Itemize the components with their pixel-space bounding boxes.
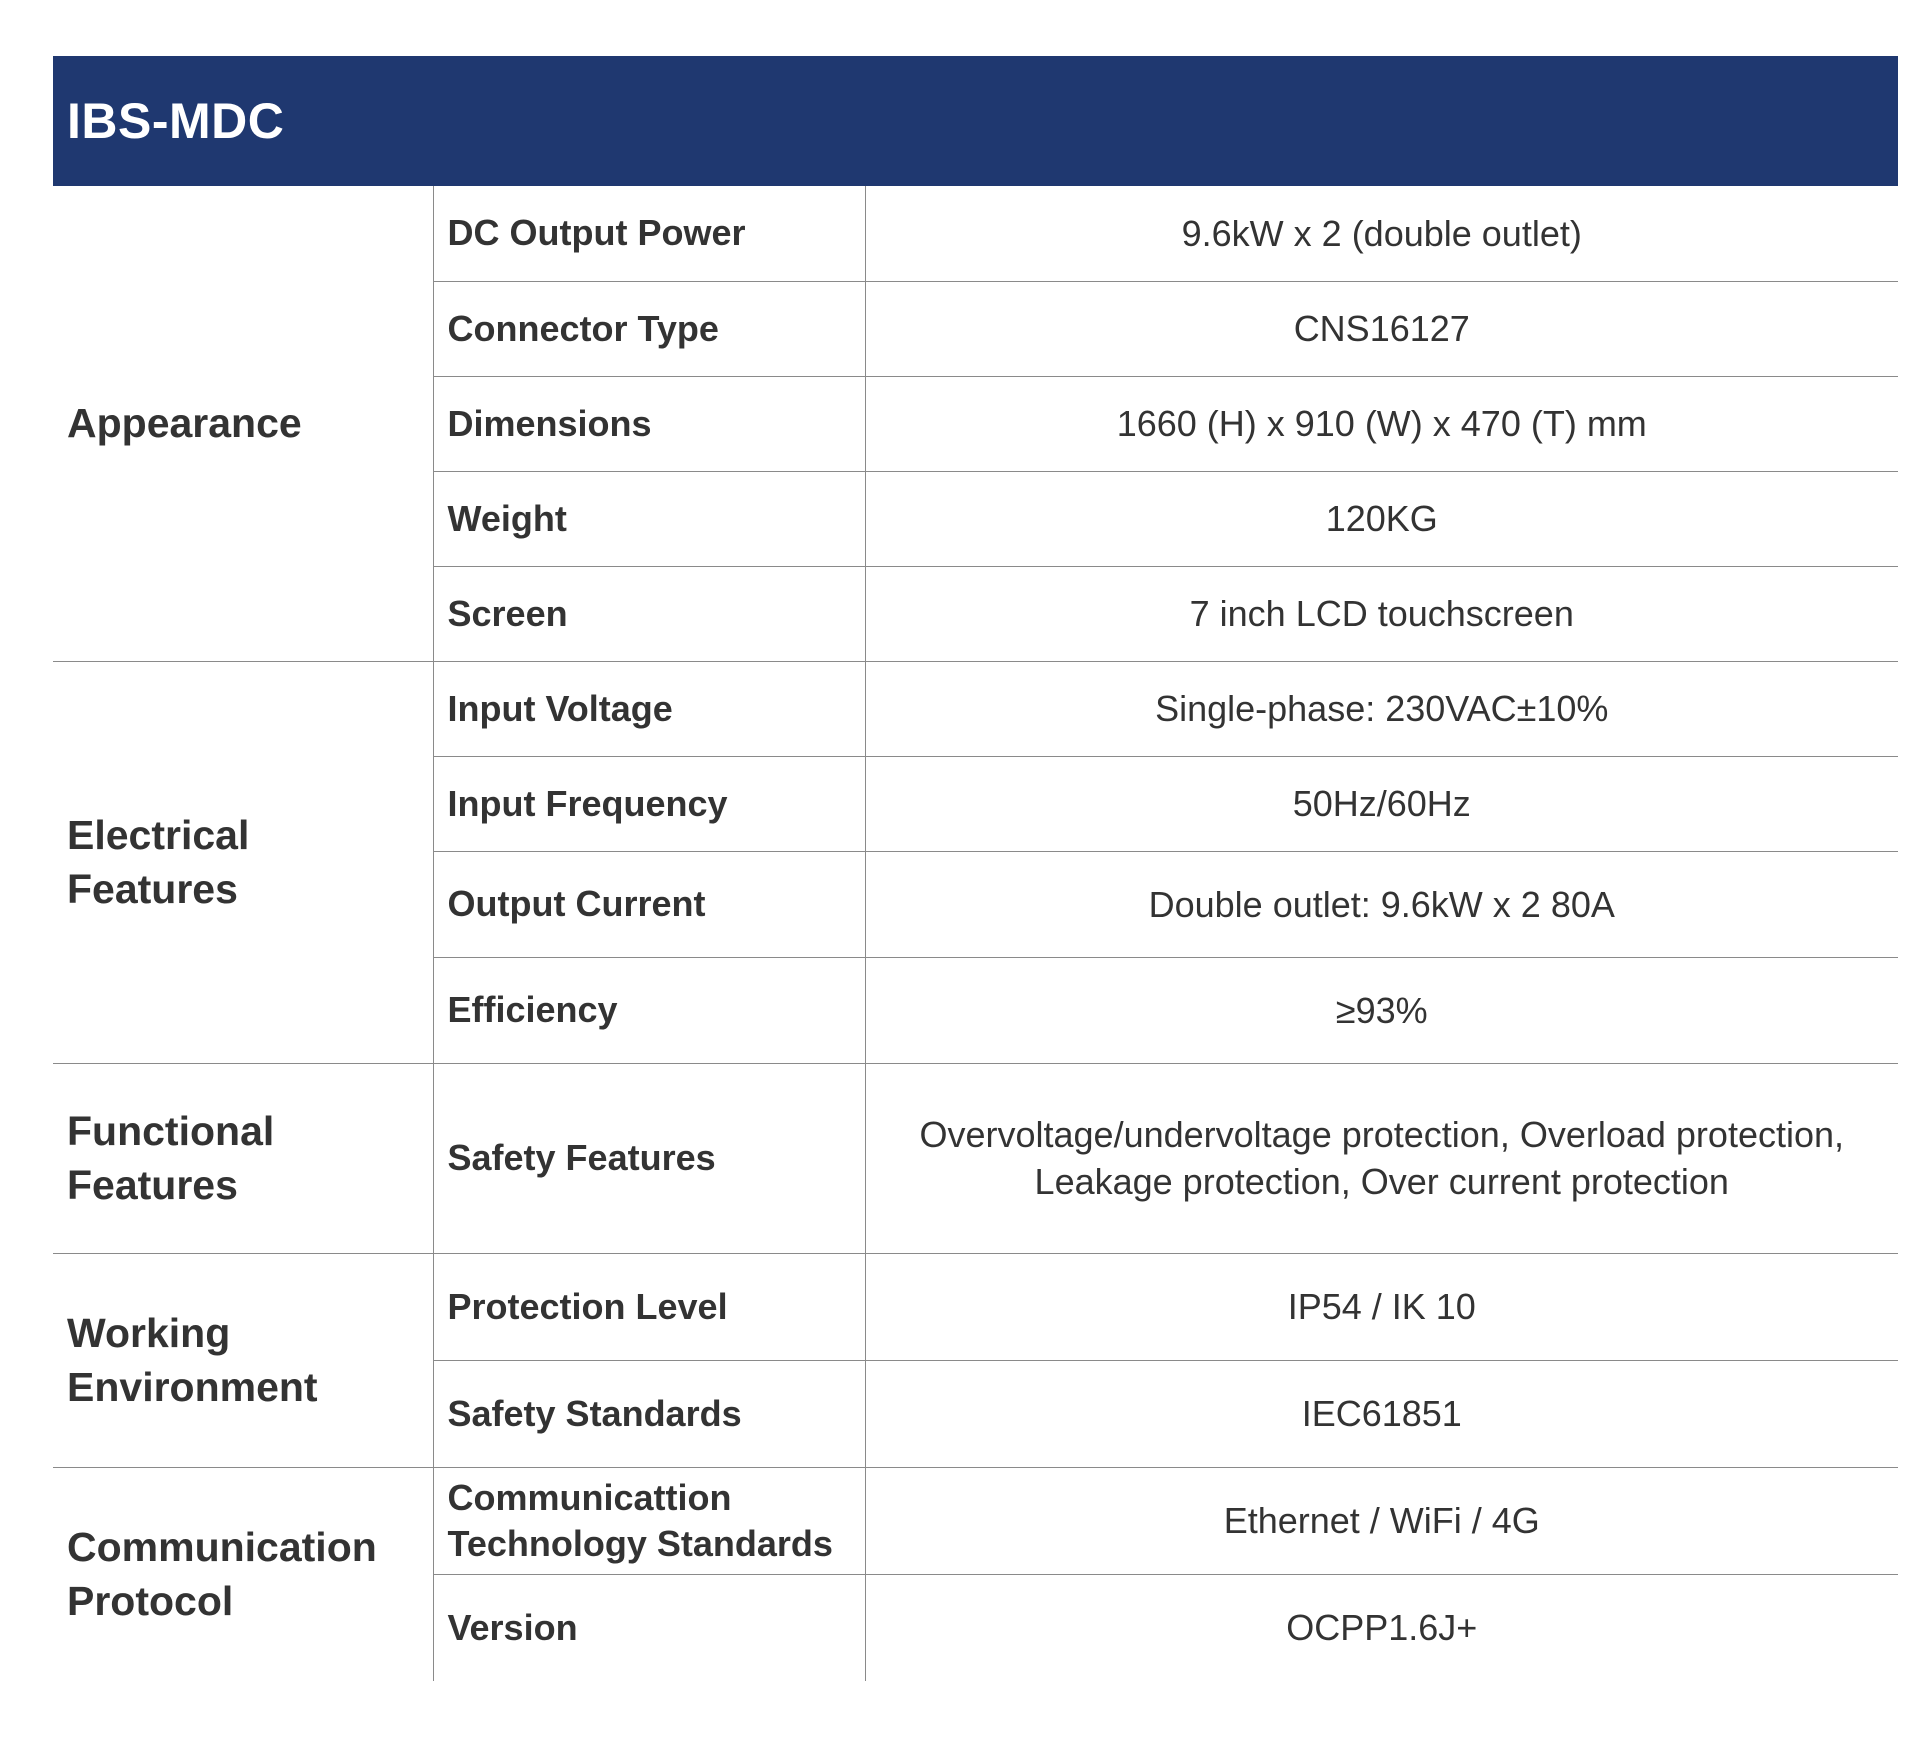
param-value: Single-phase: 230VAC±10% [865,661,1898,756]
param-label: Screen [433,566,865,661]
param-label-line: Communicattion [447,1476,732,1518]
category-label: Appearance [67,400,302,447]
table-row [53,1063,1898,1253]
category-label-line: Features [67,866,238,912]
table-row [53,1253,1898,1360]
param-value: IEC61851 [865,1360,1898,1467]
param-value-line: Overvoltage/undervoltage protection, Overload protection, [919,1114,1845,1155]
category-working-environment [53,1253,433,1467]
param-label: DC Output Power [433,186,865,281]
param-label: Version [433,1574,865,1681]
param-value: 50Hz/60Hz [865,756,1898,851]
param-value: 9.6kW x 2 (double outlet) [865,186,1898,281]
param-label: Efficiency [433,957,865,1063]
param-value: 1660 (H) x 910 (W) x 470 (T) mm [865,376,1898,471]
category-appearance [53,186,433,661]
category-label-line: Electrical [67,812,250,858]
spec-table [53,186,1898,1681]
param-value: 7 inch LCD touchscreen [865,566,1898,661]
param-label: Input Voltage [433,661,865,756]
category-label-line: Working [67,1310,231,1356]
category-label-line: Functional [67,1108,275,1154]
param-value: CNS16127 [865,281,1898,376]
category-label-line: Environment [67,1364,318,1410]
product-title: IBS-MDC [67,93,285,149]
category-communication-protocol [53,1467,433,1681]
param-label: Weight [433,471,865,566]
product-title-banner [53,56,1898,186]
param-value: Ethernet / WiFi / 4G [865,1467,1898,1574]
param-label: Safety Standards [433,1360,865,1467]
param-label: Output Current [433,851,865,957]
param-label: Connector Type [433,281,865,376]
param-label-line: Technology Standards [447,1522,833,1564]
param-value: ≥93% [865,957,1898,1063]
param-value [865,1063,1898,1253]
category-electrical-features [53,661,433,1063]
param-label: Input Frequency [433,756,865,851]
param-label [433,1467,865,1574]
param-value: 120KG [865,471,1898,566]
param-label: Dimensions [433,376,865,471]
category-functional-features [53,1063,433,1253]
category-label-line: Communication [67,1524,377,1571]
table-row [53,661,1898,756]
category-label-line: Protocol [67,1578,234,1625]
param-value: OCPP1.6J+ [865,1574,1898,1681]
param-value: Double outlet: 9.6kW x 2 80A [865,851,1898,957]
spec-sheet [53,56,1898,1681]
param-value-line: Leakage protection, Over current protection [1034,1161,1729,1202]
category-label-line: Features [67,1162,238,1208]
param-value: IP54 / IK 10 [865,1253,1898,1360]
param-label: Safety Features [433,1063,865,1253]
param-label: Protection Level [433,1253,865,1360]
table-row [53,1467,1898,1574]
table-row [53,186,1898,281]
